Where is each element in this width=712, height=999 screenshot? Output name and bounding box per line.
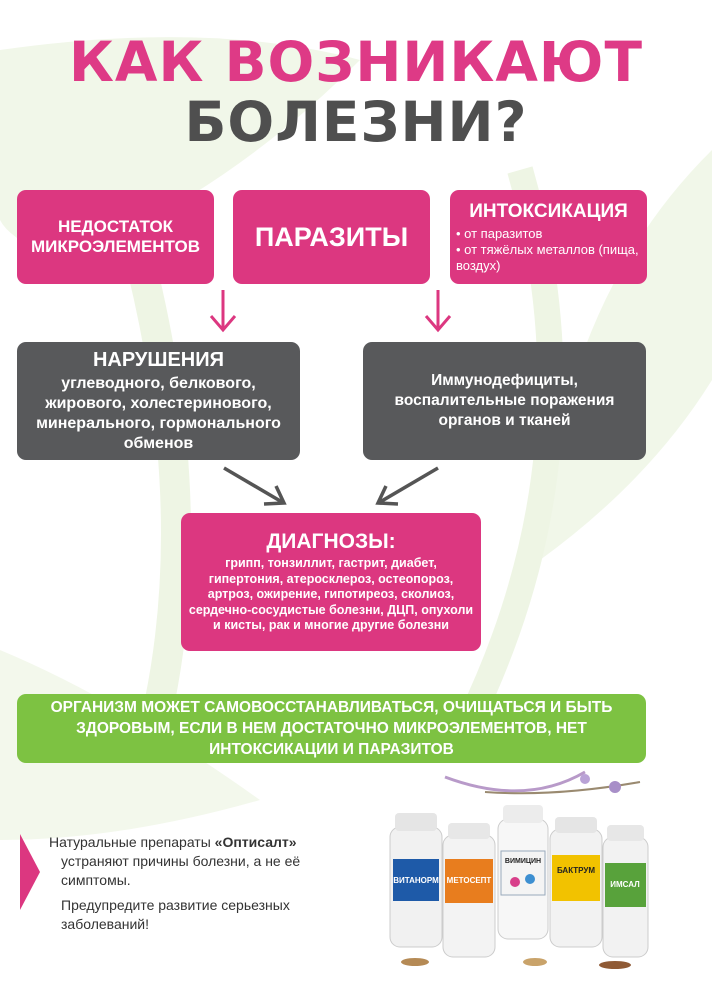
cause-intoxication-title: ИНТОКСИКАЦИЯ — [469, 200, 628, 222]
bottle-baktrum — [550, 817, 602, 947]
arrow-down-icon — [205, 288, 241, 334]
bottle-imsal — [603, 825, 648, 957]
page-title-line2: БОЛЕЗНИ? — [184, 90, 528, 154]
cause-parasites-label: ПАРАЗИТЫ — [254, 221, 409, 252]
effect-metabolism-text: углеводного, белкового, жирового, холестеринового, минерального, гормонального обменов — [36, 374, 281, 452]
bottle-label: БАКТРУМ — [556, 866, 596, 875]
conclusion-banner — [17, 694, 646, 763]
diagnoses-text: грипп, тонзиллит, гастрит, диабет, гипертония, атеросклероз, остеопороз, артроз, ожирение, гипотиреоз, сколиоз, сердечно-сосудистые болезни, ДЦП, опухоли и кисты, рак и многие другие болезни — [188, 556, 474, 633]
arrow-down-icon — [420, 288, 456, 334]
cause-parasites-box — [233, 190, 430, 284]
bottle-label: ВИТАНОРМ — [393, 876, 439, 885]
effect-metabolism-title: НАРУШЕНИЯ — [92, 348, 225, 371]
arrow-diagonal-icon — [372, 464, 442, 508]
conclusion-text: ОРГАНИЗМ МОЖЕТ САМОВОССТАНАВЛИВАТЬСЯ, ОЧИЩАТЬСЯ И БЫТЬ ЗДОРОВЫМ, ЕСЛИ В НЕМ ДОСТАТОЧНО МИКРОЭЛЕМЕНТОВ, НЕТ ИНТОКСИКАЦИИ И ПАРАЗИТОВ — [50, 699, 613, 758]
diagnoses-box — [181, 513, 481, 651]
page-title-line1: КАК ВОЗНИКАЮТ — [68, 30, 644, 94]
cause-microelements-label: НЕДОСТАТОК МИКРОЭЛЕМЕНТОВ — [30, 217, 201, 256]
effect-metabolism-box — [17, 342, 300, 460]
intoxication-item: • от паразитов — [456, 226, 641, 242]
bottom-line1-rest: устраняют причины болезни, а не её симптомы. — [61, 853, 301, 888]
bottle-vitanorm — [390, 813, 442, 947]
intoxication-list — [456, 226, 641, 274]
bottle-metosept — [443, 823, 495, 957]
cause-intoxication-box — [450, 190, 647, 284]
diagnoses-title: ДИАГНОЗЫ: — [266, 530, 396, 554]
arrow-diagonal-icon — [220, 464, 290, 508]
effect-immunity-text: Иммунодефициты, воспалительные поражения органов и тканей — [394, 372, 615, 429]
cause-microelements-box — [17, 190, 214, 284]
effect-immunity-box — [363, 342, 646, 460]
bottle-vimicin — [498, 805, 548, 939]
bottle-label: МЕТОСЕПТ — [446, 876, 492, 885]
pink-triangle-icon — [20, 834, 40, 910]
intoxication-item: • от тяжёлых металлов (пища, воздух) — [456, 242, 641, 274]
bottom-line1-prefix: Натуральные препараты — [49, 834, 215, 850]
product-bottles-image — [385, 767, 650, 974]
bottle-label: ИМСАЛ — [610, 880, 640, 889]
bottle-label: ВИМИЦИН — [504, 858, 542, 865]
bottom-info-text — [49, 833, 369, 934]
brand-name: «Оптисалт» — [214, 834, 297, 850]
bottom-line2: Предупредите развитие серьезных заболеваний! — [61, 897, 290, 932]
